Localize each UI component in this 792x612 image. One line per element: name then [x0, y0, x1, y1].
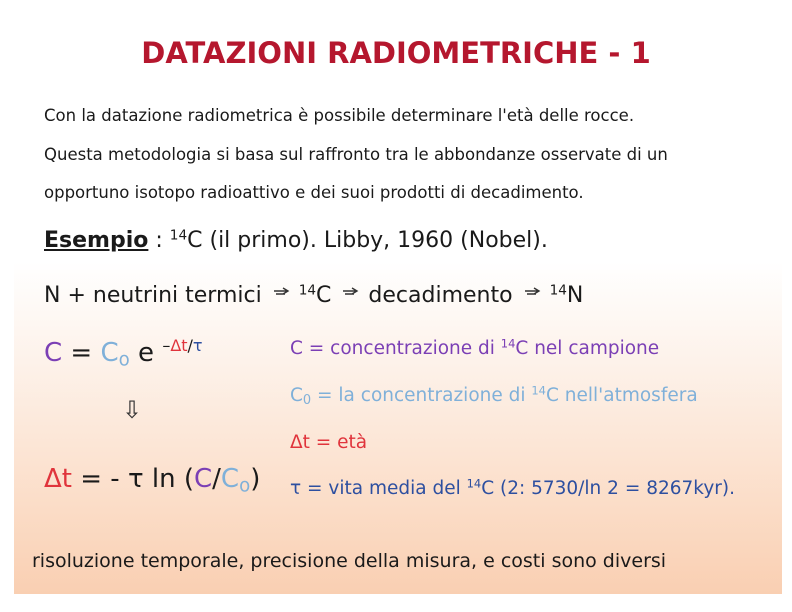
def-c-b: C nel campione	[515, 338, 660, 359]
age-equation	[44, 464, 260, 497]
def-c-a: C = concentrazione di	[290, 338, 501, 359]
eq1-exp-minus: –	[162, 336, 171, 355]
decay-equation	[44, 336, 203, 371]
reaction-reactant: N + neutrini termici	[44, 283, 262, 308]
def-c0-sub: 0	[302, 393, 312, 409]
pointing-hand-icon	[524, 286, 546, 298]
reaction-product-1: C	[316, 283, 332, 308]
reaction-step: decadimento	[368, 283, 513, 308]
def-c0-a: = la concentrazione di	[311, 385, 532, 406]
eq2-dt: Δt	[44, 464, 72, 494]
pointing-hand-icon	[342, 286, 364, 298]
example-line	[44, 228, 548, 253]
def-tau-b: C (2: 5730/ln 2 = 8267kyr).	[481, 478, 735, 499]
eq1-equals: =	[62, 338, 101, 368]
def-tau-a: τ = vita media del	[290, 478, 467, 499]
eq1-exp-slash: /	[187, 336, 193, 355]
reaction-mass-1: 14	[298, 282, 317, 299]
intro-line-1: Con la datazione radiometrica è possibile determinare l'età delle rocce.	[44, 106, 635, 125]
down-arrow-icon: ⇩	[122, 396, 143, 424]
intro-line-3: opportuno isotopo radioattivo e dei suoi prodotti di decadimento.	[44, 183, 584, 202]
definition-c0	[290, 385, 698, 408]
eq2-c0: C	[220, 464, 240, 494]
def-c-mass: 14	[500, 336, 516, 351]
eq1-exp-tau: τ	[192, 336, 203, 355]
definition-tau	[290, 478, 735, 499]
eq1-exp-dt: Δt	[170, 336, 188, 355]
def-c0-c: C	[290, 385, 303, 406]
eq1-lhs: C	[44, 338, 63, 368]
definition-dt: Δt = età	[290, 432, 368, 453]
slide-title: DATAZIONI RADIOMETRICHE - 1	[141, 36, 651, 70]
definition-c	[290, 338, 659, 359]
eq2-c0-sub: o	[239, 475, 251, 497]
eq2-c: C	[193, 464, 213, 494]
slide-background-gradient	[14, 262, 782, 594]
eq1-exponent	[162, 336, 202, 355]
example-label: Esempio	[44, 228, 149, 253]
def-c0-mass: 14	[531, 383, 546, 398]
footer-note: risoluzione temporale, precisione della misura, e costi sono diversi	[32, 550, 667, 572]
example-iso-mass: 14	[169, 227, 188, 244]
reaction-line	[44, 283, 583, 308]
intro-line-2: Questa metodologia si basa sul raffronto tra le abbondanze osservate di un	[44, 145, 668, 164]
reaction-mass-2: 14	[549, 282, 567, 299]
def-tau-mass: 14	[466, 476, 482, 491]
eq2-slash: /	[212, 464, 221, 494]
eq1-e: e	[129, 338, 163, 368]
example-text: C (il primo). Libby, 1960 (Nobel).	[187, 228, 548, 253]
eq2-close: )	[250, 464, 261, 494]
reaction-product-2: N	[566, 283, 584, 308]
eq1-c0: C	[100, 338, 119, 368]
eq1-c0-sub: o	[118, 349, 130, 371]
eq2-mid: = - τ ln (	[71, 464, 194, 494]
example-colon: :	[148, 228, 170, 253]
pointing-hand-icon	[273, 286, 295, 298]
def-c0-b: C nell'atmosfera	[545, 385, 698, 406]
